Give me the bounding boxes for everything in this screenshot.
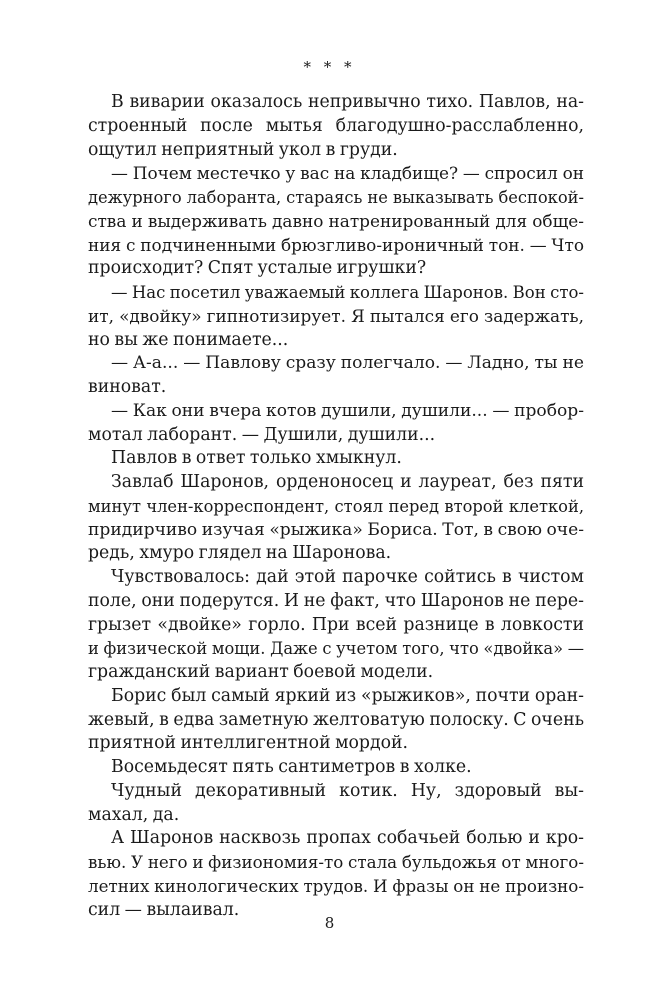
text-line: ощутил неприятный укол в груди. xyxy=(88,139,398,160)
text-line: махал, да. xyxy=(88,804,180,825)
text-line: дежурного лаборанта, стараясь не выказывать беспокой- xyxy=(88,188,584,207)
text-line: минут член-корреспондент, стоял перед второй клеткой, xyxy=(88,496,584,516)
text-line: Павлов в ответ только хмыкнул. xyxy=(111,448,402,469)
text-line: сил — вылаивал. xyxy=(88,899,240,920)
text-line: Чувствовалось: дай этой парочке сойтись в чистом xyxy=(111,567,584,587)
text-line: но вы же понимаете... xyxy=(88,329,289,350)
text-line: и физической мощи. Даже с учетом того, что «двойка» — xyxy=(88,639,584,659)
text-line: виноват. xyxy=(88,377,167,397)
text-line: ства и выдерживать давно натренированный для обще- xyxy=(88,210,584,231)
body-text xyxy=(88,91,584,922)
text-line: В виварии оказалось непривычно тихо. Павлов, на- xyxy=(111,92,584,112)
text-line: А Шаронов насквозь пропах собачьей болью и кро- xyxy=(111,828,584,849)
text-line: вью. У него и физиономия-то стала бульдожья от много- xyxy=(88,852,584,872)
page-number: 8 xyxy=(324,914,335,932)
text-line: мотал лаборант. — Душили, душили... xyxy=(88,424,436,445)
text-line: Чудный декоративный котик. Ну, здоровый вы- xyxy=(111,780,584,801)
text-line: придирчиво изучая «рыжика» Бориса. Тот, в свою оче- xyxy=(88,519,584,540)
text-line: — Как они вчера котов душили, душили... — пробор- xyxy=(111,400,584,421)
text-line: Борис был самый яркий из «рыжиков», почти оран- xyxy=(111,685,584,706)
text-line: грызет «двойке» горло. При всей разнице в ловкости xyxy=(88,614,584,635)
text-line: — Почем местечко у вас на кладбище? — спросил он xyxy=(111,163,584,184)
text-line: редь, хмуро глядел на Шаронова. xyxy=(88,543,392,564)
text-line: Завлаб Шаронов, орденоносец и лауреат, без пяти xyxy=(111,472,584,492)
text-line: Восемьдесят пять сантиметров в холке. xyxy=(111,757,472,777)
text-line: — Нас посетил уважаемый коллега Шаронов. Вон сто- xyxy=(111,283,584,302)
section-separator: * * * xyxy=(303,58,356,76)
text-line: приятной интеллигентной мордой. xyxy=(88,733,409,754)
text-line: жевый, в едва заметную желтоватую полоску. С очень xyxy=(88,709,584,730)
text-line: строенный после мытья благодушно-расслабленно, xyxy=(88,115,584,136)
text-line: ит, «двойку» гипнотизирует. Я пытался его задержать, xyxy=(88,305,584,326)
text-line: летних кинологических трудов. И фразы он не произно- xyxy=(88,875,584,896)
text-line: происходит? Спят усталые игрушки? xyxy=(88,258,427,279)
text-line: поле, они подерутся. И не факт, что Шаронов не пере- xyxy=(88,590,584,611)
text-line: гражданский вариант боевой модели. xyxy=(88,662,434,682)
text-line: ния с подчиненными брюзгливо-ироничный тон. — Что xyxy=(88,234,584,255)
text-line: — А-а... — Павлову сразу полегчало. — Ладно, ты не xyxy=(111,353,584,374)
